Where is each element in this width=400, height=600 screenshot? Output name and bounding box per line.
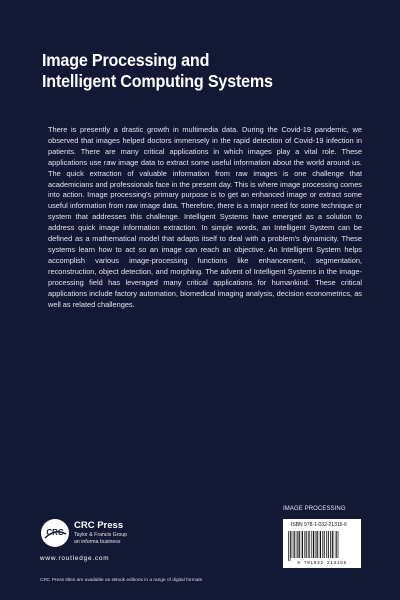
publisher-subtitle: an informa business [74, 539, 121, 545]
publisher-website-link[interactable]: www.routledge.com [40, 555, 110, 562]
book-title-line-2: Intelligent Computing Systems [42, 71, 273, 91]
barcode-panel [283, 519, 361, 568]
book-title [42, 50, 346, 92]
book-title-line-1: Image Processing and [42, 50, 210, 70]
publisher-name: CRC Press [74, 520, 124, 531]
publisher-group: Taylor & Francis Group [74, 532, 128, 538]
svg-text:CRC: CRC [46, 528, 64, 537]
isbn-label: ISBN 978-1-032-21315-6 [291, 522, 347, 528]
barcode-digits: 9 781032 213156 [297, 561, 347, 566]
book-description: There is presently a drastic growth in multimedia data. During the Covid-19 pandemic, we observed that images helped doctors immensely in the rapid detection of Covid-19 infection in patients. There are many critical applications in which images play a vital role. These applications use raw image data to extract some useful information about the world around us. The quick extraction of valuable information from raw images is one challenge that academicians and professionals face in the present day. This is where image processing comes into action. Image processing's primary purpose is to get an enhanced image or extract some useful information from raw image data. Therefore, there is a major need for some technique or system that addresses this challenge. Intelligent Systems have emerged as a solution to address quick image information extraction. In simple words, an Intelligent System can be defined as a mathematical model that adapts itself to deal with a problem's dynamicity. These systems learn how to act so an image can reach an objective. An Intelligent System helps accomplish various image-processing functions like enhancement, segmentation, reconstruction, object detection, and morphing. The advent of Intelligent Systems in the image-processing field has leveraged many critical applications for humankind. These critical applications include factory automation, biomedical imaging analysis, decision econometrics, as well as related challenges. [48, 125, 362, 309]
ebook-availability-note: CRC Press titles are available as eBook editions in a range of digital formats [40, 578, 203, 583]
subject-category: IMAGE PROCESSING [283, 506, 346, 512]
barcode-image [287, 531, 357, 561]
crc-press-logo-icon [40, 518, 70, 548]
